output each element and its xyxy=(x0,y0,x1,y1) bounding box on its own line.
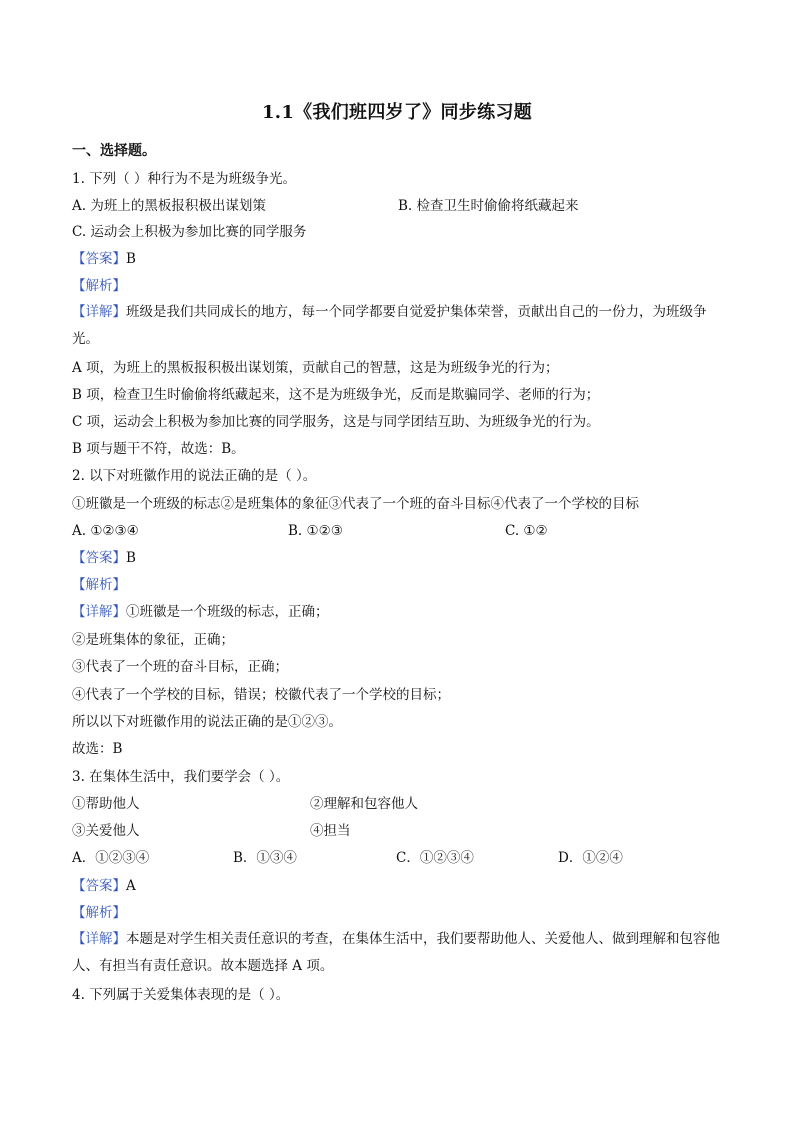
q1-option-a: A. 为班上的黑板报积极出谋划策 xyxy=(72,198,266,214)
q4-stem: 4. 下列属于关爱集体表现的是（ ）。 xyxy=(72,987,290,1003)
q3-item-1: ①帮助他人 xyxy=(72,796,140,812)
answer-tag: 【答案】 xyxy=(72,550,126,566)
q1-option-c: C. 运动会上积极为参加比赛的同学服务 xyxy=(72,224,307,240)
q2-analysis-tag: 【解析】 xyxy=(72,577,126,593)
q1-answer xyxy=(72,249,136,269)
detail-tag: 【详解】 xyxy=(72,304,126,320)
q3-option-d: D．①②④ xyxy=(558,850,623,866)
detail-text: ①班徽是一个班级的标志，正确； xyxy=(126,604,329,620)
q1-option-b: B. 检查卫生时偷偷将纸藏起来 xyxy=(398,198,579,214)
answer-tag: 【答案】 xyxy=(72,878,126,894)
answer-value: A xyxy=(126,878,136,894)
q2-option-a: A. ①②③④ xyxy=(72,523,139,539)
q3-option-b: B．①③④ xyxy=(233,850,297,866)
q3-stem: 3. 在集体生活中，我们要学会（ ）。 xyxy=(72,769,290,785)
q1-line-c: C 项，运动会上积极为参加比赛的同学服务，这是与同学团结互助、为班级争光的行为。 xyxy=(72,414,600,430)
q1-detail xyxy=(72,299,724,353)
detail-tag: 【详解】 xyxy=(72,604,126,620)
q2-answer xyxy=(72,548,136,568)
q3-item-4: ④担当 xyxy=(310,823,351,839)
q3-option-c: C．①②③④ xyxy=(396,850,474,866)
section-heading: 一、选择题。 xyxy=(72,143,156,159)
q1-line-b: B 项，检查卫生时偷偷将纸藏起来，这不是为班级争光，反而是欺骗同学、老师的行为； xyxy=(72,387,600,403)
q3-answer xyxy=(72,876,136,896)
q1-analysis-tag: 【解析】 xyxy=(72,278,126,294)
q2-line-3: ③代表了一个班的奋斗目标，正确； xyxy=(72,659,288,675)
q1-stem: 1. 下列（ ）种行为不是为班级争光。 xyxy=(72,171,296,187)
q1-conclusion: B 项与题干不符，故选：B。 xyxy=(72,441,245,457)
q3-analysis-tag: 【解析】 xyxy=(72,905,126,921)
q2-option-c: C. ①② xyxy=(505,523,548,539)
q2-statement: ①班徽是一个班级的标志②是班集体的象征③代表了一个班的奋斗目标④代表了一个学校的目标 xyxy=(72,496,639,512)
detail-text: 本题是对学生相关责任意识的考查，在集体生活中，我们要帮助他人、关爱他人、做到理解和包容他人、有担当有责任意识。故本题选择 A 项。 xyxy=(72,931,720,974)
q3-item-2: ②理解和包容他人 xyxy=(310,796,418,812)
page-title: 1.1《我们班四岁了》同步练习题 xyxy=(261,102,533,123)
q3-option-a: A．①②③④ xyxy=(72,850,150,866)
q2-stem: 2. 以下对班徽作用的说法正确的是（ ）。 xyxy=(72,468,317,484)
q2-detail xyxy=(72,602,329,622)
answer-tag: 【答案】 xyxy=(72,251,126,267)
q2-summary: 所以以下对班徽作用的说法正确的是①②③。 xyxy=(72,714,342,730)
detail-text: 班级是我们共同成长的地方，每一个同学都要自觉爱护集体荣誉，贡献出自己的一份力，为班级争光。 xyxy=(72,304,707,347)
q3-item-3: ③关爱他人 xyxy=(72,823,140,839)
q3-detail xyxy=(72,926,724,980)
detail-tag: 【详解】 xyxy=(72,931,126,947)
q2-line-4: ④代表了一个学校的目标，错误；校徽代表了一个学校的目标； xyxy=(72,687,450,703)
answer-value: B xyxy=(126,550,136,566)
q2-option-b: B. ①②③ xyxy=(288,523,343,539)
q2-conclusion: 故选：B xyxy=(72,741,123,757)
q2-line-2: ②是班集体的象征，正确； xyxy=(72,632,234,648)
answer-value: B xyxy=(126,251,136,267)
q1-line-a: A 项，为班上的黑板报积极出谋划策，贡献自己的智慧，这是为班级争光的行为； xyxy=(72,360,559,376)
